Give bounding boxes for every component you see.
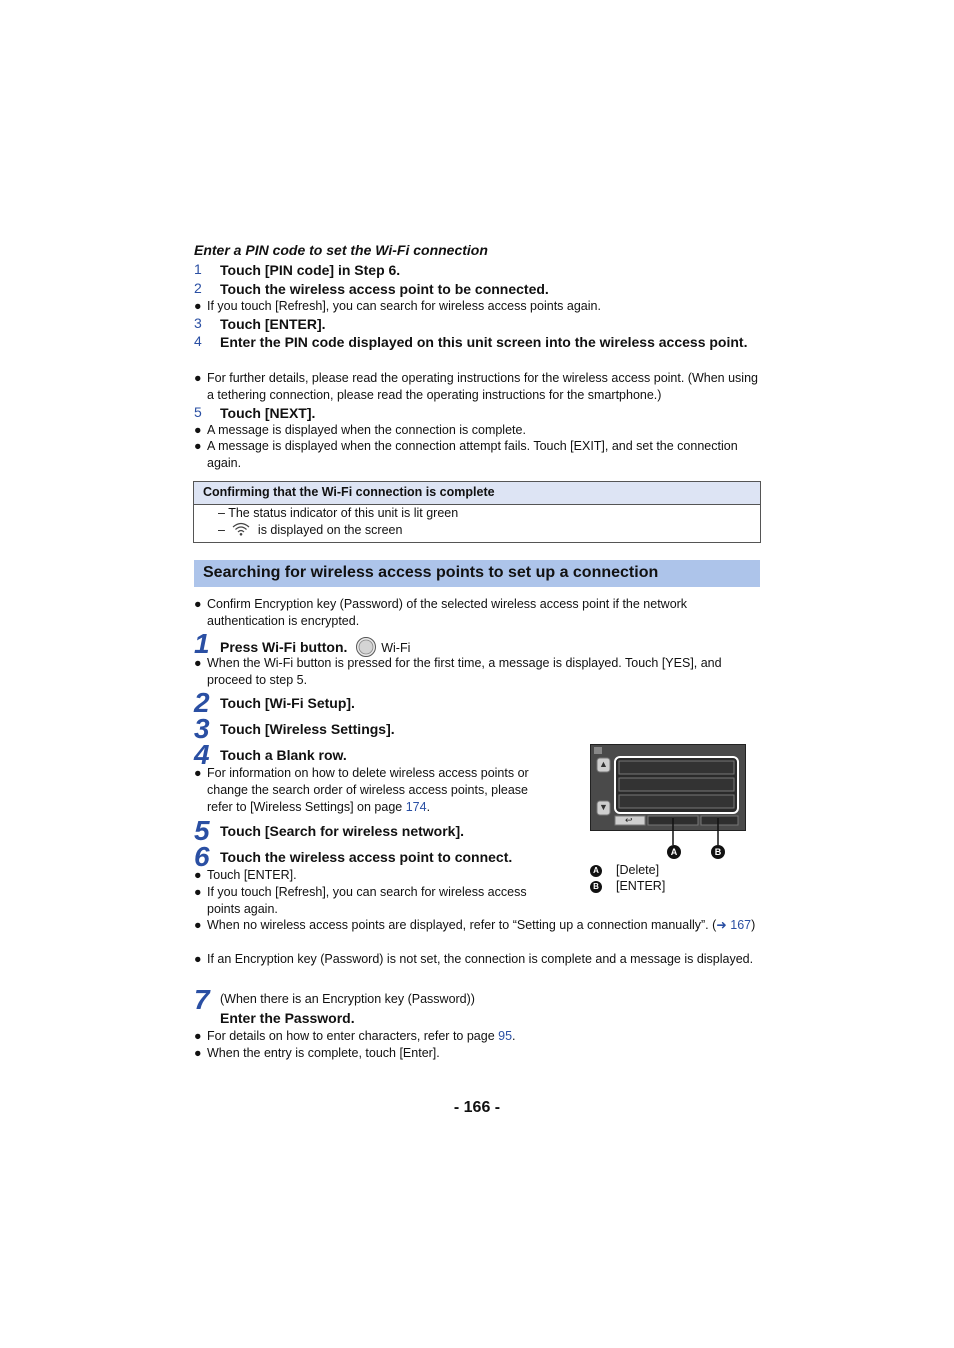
back-icon: ↩ xyxy=(625,815,633,825)
confirm-box-header: Confirming that the Wi-Fi connection is complete xyxy=(194,482,760,505)
page-link-167[interactable]: ➜ 167 xyxy=(716,918,752,932)
page-number: - 166 - xyxy=(453,1099,501,1116)
pin-section-title: Enter a PIN code to set the Wi-Fi connection xyxy=(194,242,488,258)
confirm-line-2: – is displayed on the screen xyxy=(218,523,403,537)
wifi-icon xyxy=(232,522,250,536)
search-section-header: Searching for wireless access points to set up a connection xyxy=(194,560,760,587)
confirm-box xyxy=(193,481,761,543)
callout-marker-a: A xyxy=(667,845,681,859)
page-link-174[interactable]: 174 xyxy=(405,800,427,814)
wifi-button-label: Wi-Fi xyxy=(381,641,411,655)
page-link-95[interactable]: 95 xyxy=(498,1029,513,1043)
callout-marker-b: B xyxy=(711,845,725,859)
confirm-line-1: – The status indicator of this unit is lit green xyxy=(218,506,459,520)
scroll-down-icon: ▼ xyxy=(599,802,608,812)
scroll-up-icon: ▲ xyxy=(599,759,608,769)
